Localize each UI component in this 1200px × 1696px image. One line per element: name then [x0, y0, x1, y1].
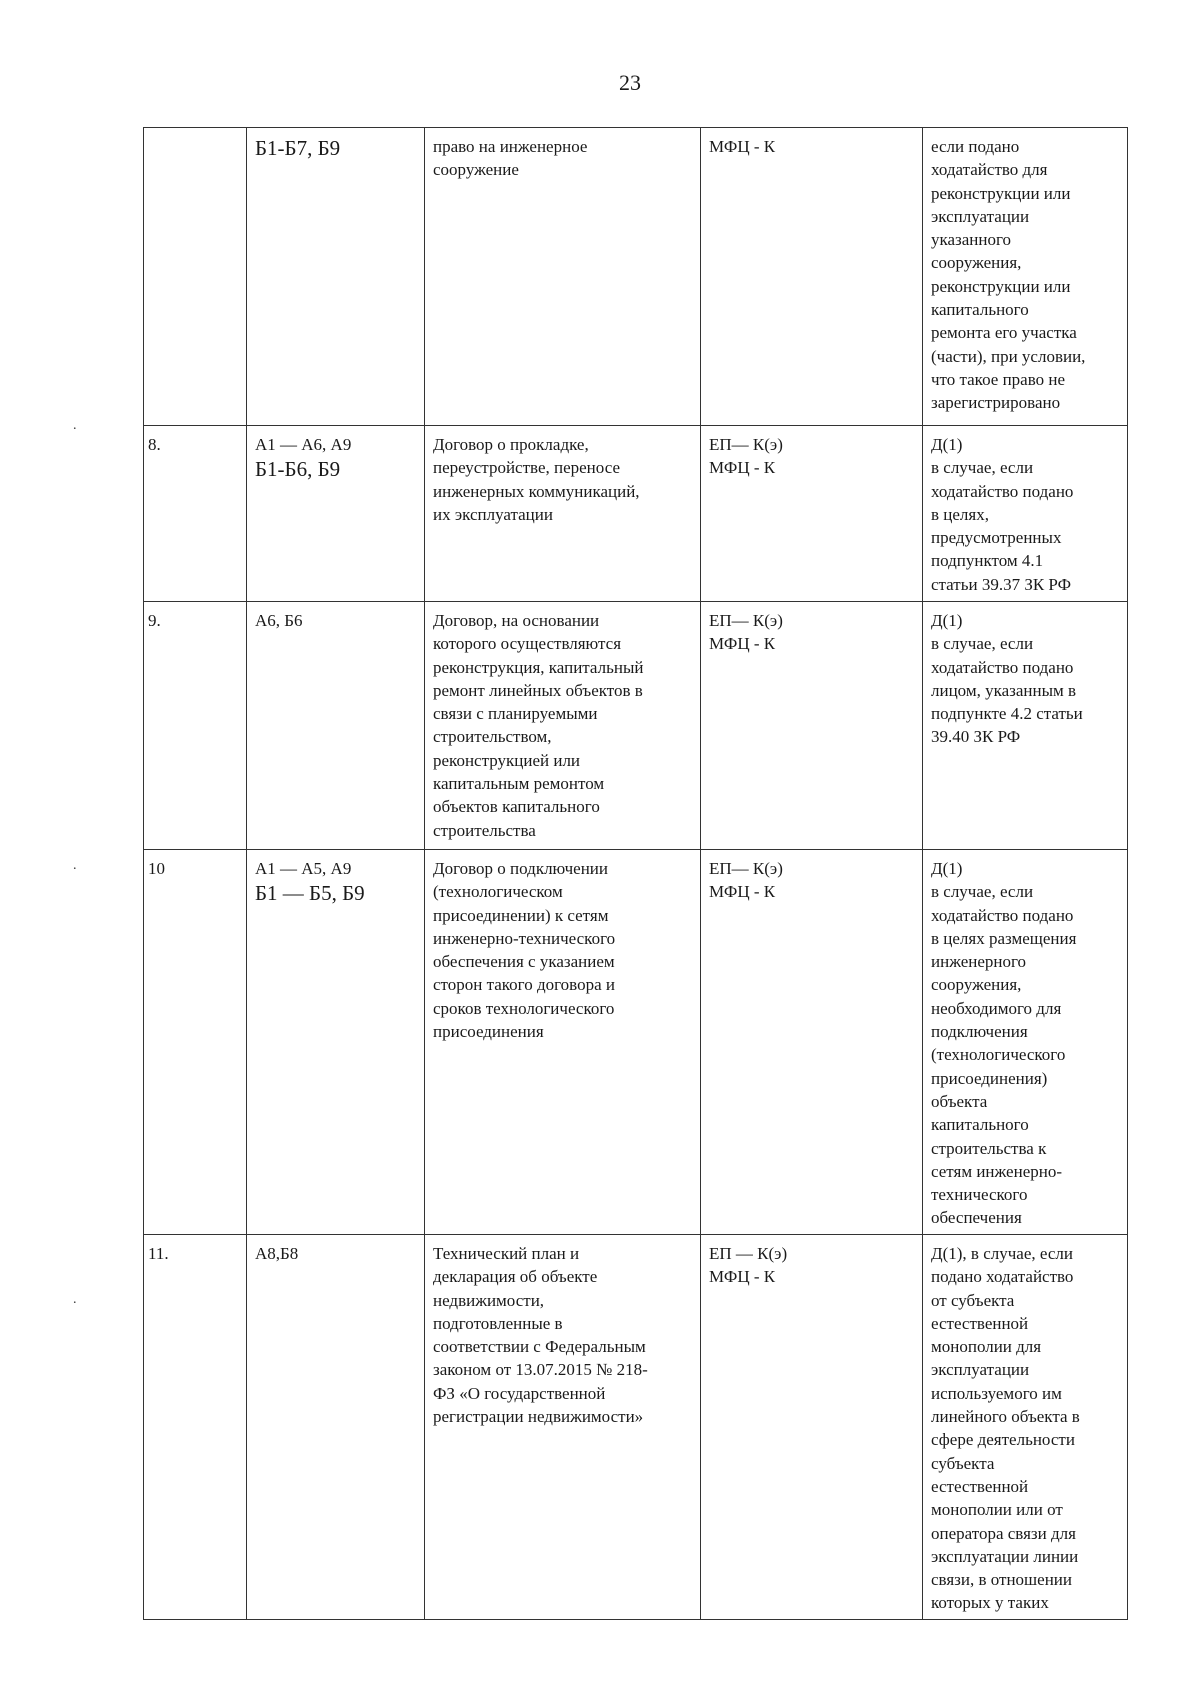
note-line: субъекта — [931, 1453, 995, 1473]
method-line: ЕП— К(э) — [709, 435, 783, 454]
note-line: Д(1) — [931, 611, 963, 630]
note-line: реконструкции или — [931, 276, 1071, 296]
note-line: линейного объекта в — [931, 1407, 1080, 1427]
note-line: технического — [931, 1185, 1028, 1205]
method-cell — [701, 602, 923, 850]
row-number-cell — [144, 850, 247, 1235]
note-line: эксплуатации линии — [931, 1546, 1079, 1566]
note-cell — [923, 850, 1128, 1235]
note-line: (части), при условии, — [931, 346, 1086, 366]
method-cell — [701, 426, 923, 602]
code-line: А6, Б6 — [255, 611, 303, 630]
note-line: капитального — [931, 1115, 1029, 1135]
document-line: право на инженерное — [433, 137, 588, 156]
method-line: ЕП— К(э) — [709, 611, 783, 630]
document-line: присоединения — [433, 1022, 544, 1042]
note-cell — [923, 426, 1128, 602]
note-line: что такое право не — [931, 369, 1066, 389]
document-line: Договор, на основании — [433, 611, 600, 630]
margin-mark: . — [73, 858, 77, 873]
note-line: подано ходатайство — [931, 1267, 1074, 1287]
note-line: капитального — [931, 300, 1029, 320]
method-line: МФЦ - К — [709, 458, 776, 478]
code-line: А1 — А5, А9 — [255, 859, 352, 878]
document-line: их эксплуатации — [433, 504, 553, 524]
codes-cell — [247, 128, 425, 426]
note-line: монополии для — [931, 1337, 1042, 1357]
documents-table — [143, 127, 1128, 1620]
row-number: 11. — [148, 1244, 169, 1263]
row-number-cell — [144, 602, 247, 850]
document-line: регистрации недвижимости» — [433, 1407, 644, 1427]
note-cell — [923, 128, 1128, 426]
note-line: ходатайство для — [931, 160, 1048, 180]
method-line: ЕП — К(э) — [709, 1244, 788, 1263]
note-line: эксплуатации — [931, 206, 1030, 226]
row-number-cell — [144, 128, 247, 426]
codes-cell — [247, 602, 425, 850]
note-line: 39.40 ЗК РФ — [931, 727, 1021, 747]
note-line: монополии или от — [931, 1500, 1063, 1520]
code-line: А8,Б8 — [255, 1244, 299, 1263]
document-line: обеспечения с указанием — [433, 952, 615, 972]
note-cell — [923, 1235, 1128, 1620]
document-cell — [425, 1235, 701, 1620]
method-cell — [701, 128, 923, 426]
note-line: в случае, если — [931, 634, 1034, 654]
row-number: 8. — [148, 435, 161, 454]
note-line: строительства к — [931, 1138, 1047, 1158]
table-row — [144, 602, 1128, 850]
note-line: Д(1) — [931, 859, 963, 878]
document-line: сторон такого договора и — [433, 975, 615, 995]
note-line: ходатайство подано — [931, 905, 1074, 925]
document-cell — [425, 426, 701, 602]
note-line: подключения — [931, 1022, 1028, 1042]
document-line: декларация об объекте — [433, 1267, 598, 1287]
codes-cell — [247, 1235, 425, 1620]
page-number: 23 — [619, 70, 641, 95]
method-cell — [701, 1235, 923, 1620]
note-line: эксплуатации — [931, 1360, 1030, 1380]
document-line: строительством, — [433, 727, 552, 747]
note-line: от субъекта — [931, 1290, 1015, 1310]
document-cell — [425, 850, 701, 1235]
note-line: Д(1), в случае, если — [931, 1244, 1073, 1263]
document-line: сооружение — [433, 160, 519, 180]
note-line: естественной — [931, 1313, 1029, 1333]
method-line: МФЦ - К — [709, 1267, 776, 1287]
note-line: (технологического — [931, 1045, 1066, 1065]
document-line: Договор о подключении — [433, 859, 608, 878]
note-line: ремонта его участка — [931, 323, 1077, 343]
method-line: ЕП— К(э) — [709, 859, 783, 878]
table-row — [144, 850, 1128, 1235]
note-line: которых у таких — [931, 1593, 1049, 1613]
document-line: Технический план и — [433, 1244, 580, 1263]
document-line: реконструкцией или — [433, 750, 581, 770]
note-line: в случае, если — [931, 882, 1034, 902]
note-line: подпункте 4.2 статьи — [931, 704, 1083, 724]
note-line: объекта — [931, 1091, 988, 1111]
note-line: ходатайство подано — [931, 481, 1074, 501]
note-line: подпунктом 4.1 — [931, 551, 1044, 571]
note-line: Д(1) — [931, 435, 963, 454]
note-line: лицом, указанным в — [931, 680, 1077, 700]
document-line: переустройстве, переносе — [433, 458, 620, 478]
document-line: ФЗ «О государственной — [433, 1383, 606, 1403]
note-line: реконструкции или — [931, 183, 1071, 203]
document-line: соответствии с Федеральным — [433, 1337, 646, 1357]
note-line: необходимого для — [931, 998, 1062, 1018]
row-number-cell — [144, 1235, 247, 1620]
codes-cell — [247, 850, 425, 1235]
document-line: ремонт линейных объектов в — [433, 680, 643, 700]
document-line: капитальным ремонтом — [433, 774, 605, 794]
note-line: оператора связи для — [931, 1523, 1076, 1543]
note-line: обеспечения — [931, 1208, 1022, 1228]
note-line: сооружения, — [931, 253, 1022, 273]
document-line: реконструкция, капитальный — [433, 657, 644, 677]
table-body — [144, 128, 1128, 1620]
note-line: инженерного — [931, 952, 1027, 972]
note-line: сетям инженерно- — [931, 1161, 1062, 1181]
method-line: МФЦ - К — [709, 137, 776, 156]
document-line: Договор о прокладке, — [433, 435, 589, 454]
table-row — [144, 426, 1128, 602]
document-line: инженерных коммуникаций, — [433, 481, 640, 501]
note-line: в целях, — [931, 504, 989, 524]
note-line: ходатайство подано — [931, 657, 1074, 677]
document-line: которого осуществляются — [433, 634, 622, 654]
document-line: (технологическом — [433, 882, 563, 902]
codes-cell — [247, 426, 425, 602]
code-line: Б1 — Б5, Б9 — [255, 881, 365, 906]
note-cell — [923, 602, 1128, 850]
note-line: связи, в отношении — [931, 1570, 1072, 1590]
code-line: Б1-Б6, Б9 — [255, 457, 341, 482]
note-line: если подано — [931, 137, 1020, 156]
row-number-cell — [144, 426, 247, 602]
table-row — [144, 1235, 1128, 1620]
note-line: статьи 39.37 ЗК РФ — [931, 574, 1072, 594]
note-line: предусмотренных — [931, 528, 1062, 548]
document-line: подготовленные в — [433, 1313, 563, 1333]
note-line: в случае, если — [931, 458, 1034, 478]
margin-mark: . — [73, 1292, 77, 1307]
margin-mark: . — [73, 418, 77, 433]
document-line: недвижимости, — [433, 1290, 545, 1310]
document-cell — [425, 602, 701, 850]
method-cell — [701, 850, 923, 1235]
method-line: МФЦ - К — [709, 634, 776, 654]
document-line: связи с планируемыми — [433, 704, 598, 724]
note-line: сфере деятельности — [931, 1430, 1075, 1450]
row-number: 10 — [148, 859, 165, 878]
code-line: А1 — А6, А9 — [255, 435, 352, 454]
table-row — [144, 128, 1128, 426]
note-line: в целях размещения — [931, 928, 1077, 948]
note-line: присоединения) — [931, 1068, 1048, 1088]
document-line: строительства — [433, 820, 536, 840]
note-line: естественной — [931, 1476, 1029, 1496]
document-line: законом от 13.07.2015 № 218- — [433, 1360, 648, 1380]
document-cell — [425, 128, 701, 426]
note-line: указанного — [931, 230, 1012, 250]
note-line: используемого им — [931, 1383, 1062, 1403]
row-number: 9. — [148, 611, 161, 630]
note-line: зарегистрировано — [931, 393, 1061, 413]
document-line: объектов капитального — [433, 797, 600, 817]
document-line: сроков технологического — [433, 998, 615, 1018]
note-line: сооружения, — [931, 975, 1022, 995]
code-line: Б1-Б7, Б9 — [255, 136, 341, 160]
method-line: МФЦ - К — [709, 882, 776, 902]
document-line: инженерно-технического — [433, 928, 616, 948]
document-line: присоединении) к сетям — [433, 905, 609, 925]
